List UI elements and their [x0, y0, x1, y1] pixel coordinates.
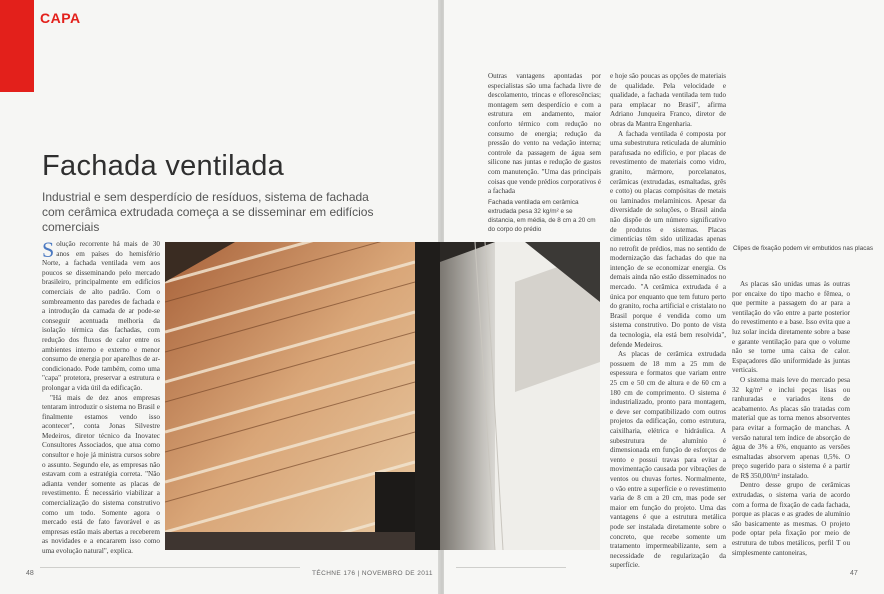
magazine-footer: TÉCHNE 176 | NOVEMBRO DE 2011	[312, 570, 433, 577]
paragraph: Outras vantagens apontadas por especialistas são uma fachada livre de descolamento, trincas e eflorescências; montagem sem desperdício e com a estrutura em andamento, maior conforto térmico com redução no consumo de energia; redução da pressão do vento na vedação interna; controle da passagem de água sem silicone nas juntas e redução de gastos com manutenção. "Uma das principais coisas que vende prédios corporativos é a fachada	[488, 72, 601, 196]
footer-rule	[40, 567, 300, 568]
footer-rule	[456, 567, 566, 568]
paragraph: "Há mais de dez anos empresas tentaram introduzir o sistema no Brasil e finalmente estamos vendo isso acontecer", conta Jonas Silvestre Medeiros, diretor técnico da Inovatec Consultores Associados, que atua como consultor e hoje já ministra cursos sobre o assunto. Segundo ele, as empresas não estavam com a estratégia correta. "Não adianta vender somente as placas de revestimento. É necessário viabilizar a comercialização do sistema construtivo como um todo. Somente agora o mercado está de fato favorável e as empresas estão mais abertas a receberem as novidades e a encararem isso como uma evolução natural", explica.	[42, 393, 160, 555]
paragraph: As placas de cerâmica extrudada possuem de 18 mm a 25 mm de espessura e formatos que variam entre 25 cm e 50 cm de altura e de 60 cm a 180 cm de comprimento. O sistema é industrializado, pronto para montagem, e deve ser compatibilizado com outros projetos da edificação, como estrutura, caixilharia, elétrica e hidráulica. A subestrutura de alumínio é dimensionada em função de esforços de vento e possui travas para evitar a movimentação causada por vibrações de ventos ou chuvas fortes. Normalmente, o vão entre a superfície e o revestimento varia de 8 cm a 20 cm, mas pode ser maior em função do projeto. Uma das vantagens é que a estrutura metálica pode ser instalada diretamente sobre o concreto, que recebe somente um tratamento impermeabilizante, sem a necessidade de regularização da superfície.	[610, 350, 726, 570]
paragraph: A fachada ventilada é composta por uma subestrutura reticulada de alumínio parafusada no edifício, e por placas de revestimento de materiais como vidro, granito, mármore, porcelanatos, cerâmicas (extrudadas, esmaltadas, grês e cotto) ou placas compósitas de metais ou laminados melamínicos. Apesar da diversidade de soluções, o Brasil ainda não dispõe de um número significativo de produtos e sistemas. Placas cimentícias têm sido utilizadas apenas no retrofit de prédios, mas no sentido de modernização das fachadas do que na intenção de se economizar energia. Os demais ainda não estão disseminados no mercado. "A cerâmica extrudada é a única por enquanto que tem futuro perto do granito, rocha artificial e cristalato no Brasil porque é vendida como um sistema construtivo. Do ponto de vista da tecnologia, ela está bem resolvida", defende Medeiros.	[610, 129, 726, 349]
section-label: CAPA	[40, 10, 81, 26]
text-column-2	[488, 72, 601, 197]
article-deck: Industrial e sem desperdício de resíduos, sistema de fachada com cerâmica extrudada começa a se disseminar em edifícios comerciais	[42, 190, 374, 234]
issue-date: NOVEMBRO DE 2011	[361, 570, 433, 577]
paragraph-text: olução recorrente há mais de 30 anos em países do hemisfério Norte, a fachada ventilada vem aos poucos se disseminando pelo mercado brasileiro, principalmente em edifícios comerciais de alto padrão. Com o sombreamento das paredes de fachada e a introdução da camada de ar pode-se conseguir acentuada melhoria da isolação térmica das fachadas, com redução dos fluxos de calor entre os ambientes interno e externo e menor consumo de energia por aparelhos de ar-condicionado. Pode também, como uma "capa" protetora, preservar a estrutura e prolongar a vida útil da edificação.	[42, 240, 160, 392]
text-column-4	[732, 280, 850, 558]
section-color-tab	[0, 0, 34, 92]
paragraph: As placas são unidas umas às outras por encaixe do tipo macho e fêmea, o que permite a passagem do ar para a ventilação do vão entre a parte posterior do revestimento e a base. Isso evita que a luz solar incida diretamente sobre a base e garante ventilação para que o volume não se torne uma caixa de calor. Espaçadores dão uniformidade às juntas verticais.	[732, 280, 850, 375]
facade-photo	[165, 242, 600, 550]
page-number-left: 48	[26, 570, 34, 577]
paragraph: e hoje são poucas as opções de materiais de qualidade. Pela velocidade e qualidade, a fachada ventilada tem tudo para emplacar no Brasil", afirma Adriano Junqueira Franco, diretor de obras da Mantra Engenharia.	[610, 72, 726, 128]
page-number-right: 47	[850, 570, 858, 577]
paragraph: Dentro desse grupo de cerâmicas extrudadas, o sistema varia de acordo com a forma de fixação de cada fachada, porque as placas e as grades de alumínio são basicamente as mesmas. O projeto pode optar pela fixação por meio de estrutura de tubos metálicos, perfil T ou simplesmente cantoneiras,	[732, 481, 850, 557]
text-column-3	[610, 72, 726, 571]
paragraph	[42, 237, 160, 394]
photo-caption-main: Fachada ventilada em cerâmica extrudada pesa 32 kg/m² e se distancia, em média, de 8 cm a 20 cm do corpo do prédio	[488, 199, 596, 233]
photo-caption-small: Clipes de fixação podem vir embutidos nas placas	[733, 245, 874, 252]
text-column-1	[42, 237, 160, 557]
drop-cap: S	[42, 237, 55, 262]
paragraph: O sistema mais leve do mercado pesa 32 kg/m² e inclui peças lisas ou ranhuradas e variados itens de acabamento. As placas são tratadas com material que as torna menos absorventes para evitar a formação de manchas. A versão natural tem índice de absorção de água de 3% a 6%, enquanto as versões esmaltadas absorvem apenas 0,5%. O preço sugerido para o sistema é a partir de R$ 350,00/m² instalado.	[732, 375, 850, 480]
magazine-name: TÉCHNE 176	[312, 570, 356, 577]
article-title: Fachada ventilada	[42, 150, 285, 182]
